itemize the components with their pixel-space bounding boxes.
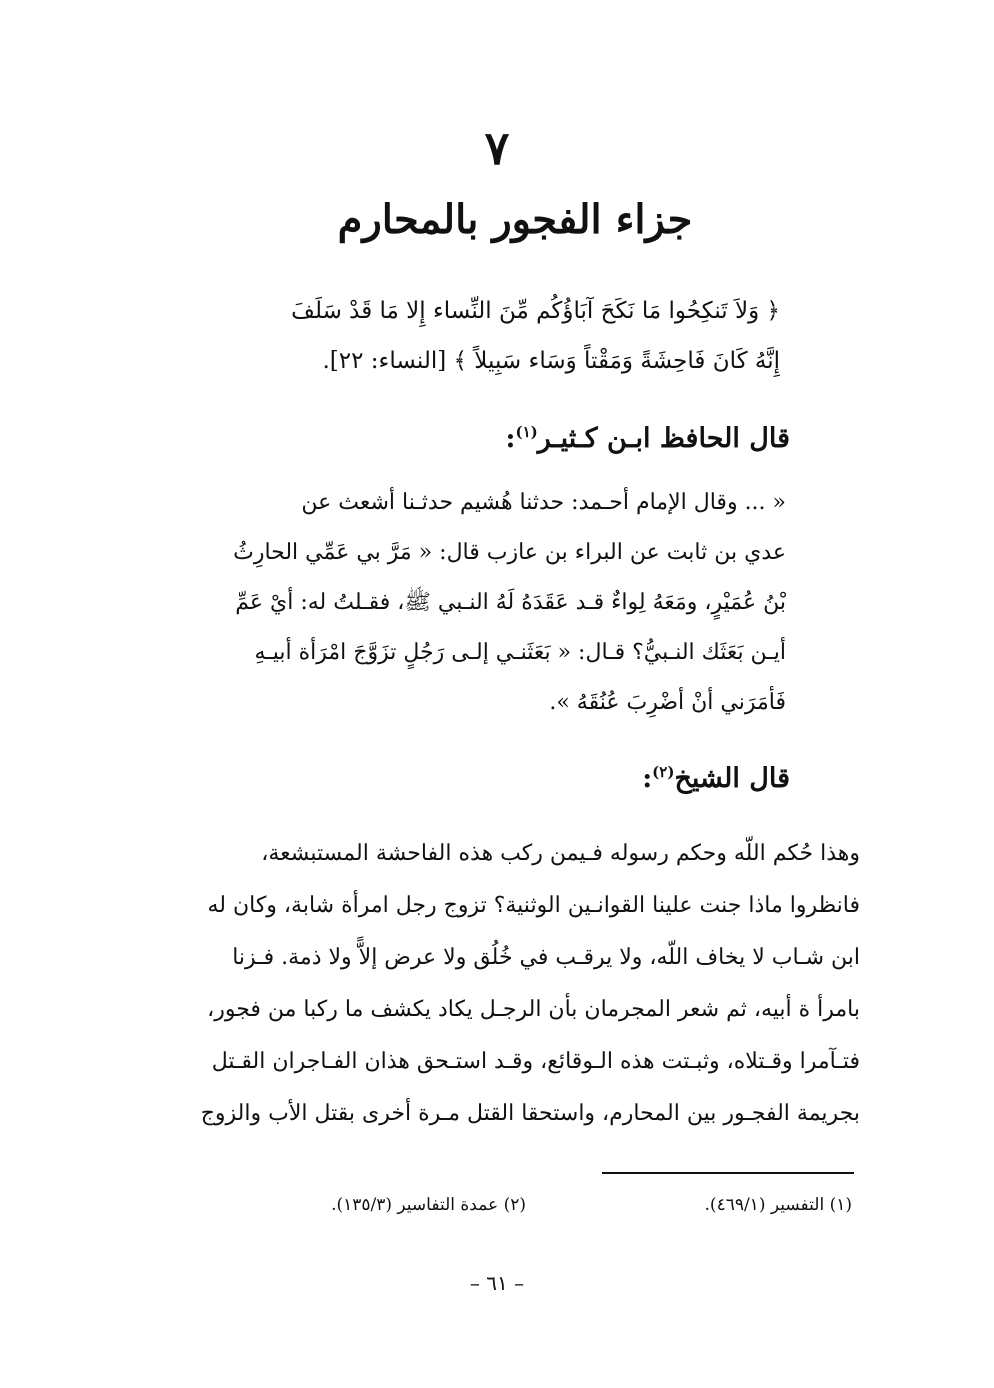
page-number: – ٦١ –	[469, 1271, 525, 1295]
body-paragraph	[130, 828, 860, 1140]
body-line: بامرأ ة أبيه، ثم شعر المجرمان بأن الرجـل يكاد يكشف ما ركبا من فجور،	[207, 997, 860, 1022]
heading-text: قال الحافظ ابـن كـثيـر	[537, 423, 790, 454]
heading-colon: :	[642, 763, 653, 794]
heading-colon: :	[505, 423, 516, 454]
quote-line: عدي بن ثابت عن البراء بن عازب قال: « مَرَّ بي عَمِّي الحارِثُ	[233, 540, 786, 565]
quote-line: أيـن بَعَثَك النـبيُّ؟ قـال: « بَعَثَنـي إلـى رَجُلٍ تزَوَّجَ امْرَأة أبيـهِ	[254, 640, 786, 665]
footnote-divider	[602, 1172, 854, 1174]
heading-text: قال الشيخ	[674, 763, 790, 794]
footnote-ref-1: (١)	[515, 423, 538, 441]
chapter-title: جزاء الفجور بالمحارم	[337, 196, 693, 243]
footnote-ref-2: (٢)	[652, 763, 675, 781]
verse-line: ﴿ وَلاَ تَنكِحُوا مَا نَكَحَ آبَاؤُكُم مِّنَ النِّساء إِلا مَا قَدْ سَلَفَ	[291, 298, 780, 324]
chapter-number: ٧	[484, 121, 510, 175]
body-line: فتـآمرا وقـتلاه، وثبـتت هذه الـوقائع، وقـد استـحق هذان الفـاجران القـتل	[211, 1049, 860, 1074]
quran-verse	[220, 286, 780, 386]
footnote-1: (١) التفسير (٤٦٩/١).	[704, 1195, 852, 1215]
quote-line: بْنُ عُمَيْرٍ، ومَعَهُ لِواءٌ قـد عَقَدَهُ لَهُ النـبي ﷺ، فقـلتُ له: أيْ عَمِّ	[235, 590, 786, 615]
hadith-quote	[226, 478, 786, 728]
body-line: بجريمة الفجـور بين المحارم، واستحقا القتل مـرة أخرى بقتل الأب والزوج	[200, 1101, 860, 1126]
body-line: ابن شـاب لا يخاف اللّه، ولا يرقـب في خُلُق ولا عرض إلاًّ ولا ذمة. فـزنا	[232, 945, 860, 970]
body-line: وهذا حُكم اللّه وحكم رسوله فـيمن ركب هذه الفاحشة المستبشعة،	[261, 841, 860, 866]
section-heading-shaykh	[642, 752, 790, 799]
quote-line: فَأمَرَني أنْ أضْرِبَ عُنُقَهُ ».	[549, 690, 786, 715]
body-line: فانظروا ماذا جنت علينا القوانـين الوثنية؟ تزوج رجل امرأة شابة، وكان له	[207, 893, 860, 918]
quote-line: « ... وقال الإمام أحـمد: حدثنا هُشيم حدثـنا أشعث عن	[301, 490, 786, 515]
section-heading-ibn-kathir	[506, 412, 790, 459]
verse-line: إِنَّهُ كَانَ فَاحِشَةً وَمَقْتاً وَسَاء سَبِيلاً ﴾ [النساء: ٢٢].	[322, 348, 780, 374]
footnote-2: (٢) عمدة التفاسير (١٣٥/٣).	[331, 1195, 526, 1215]
